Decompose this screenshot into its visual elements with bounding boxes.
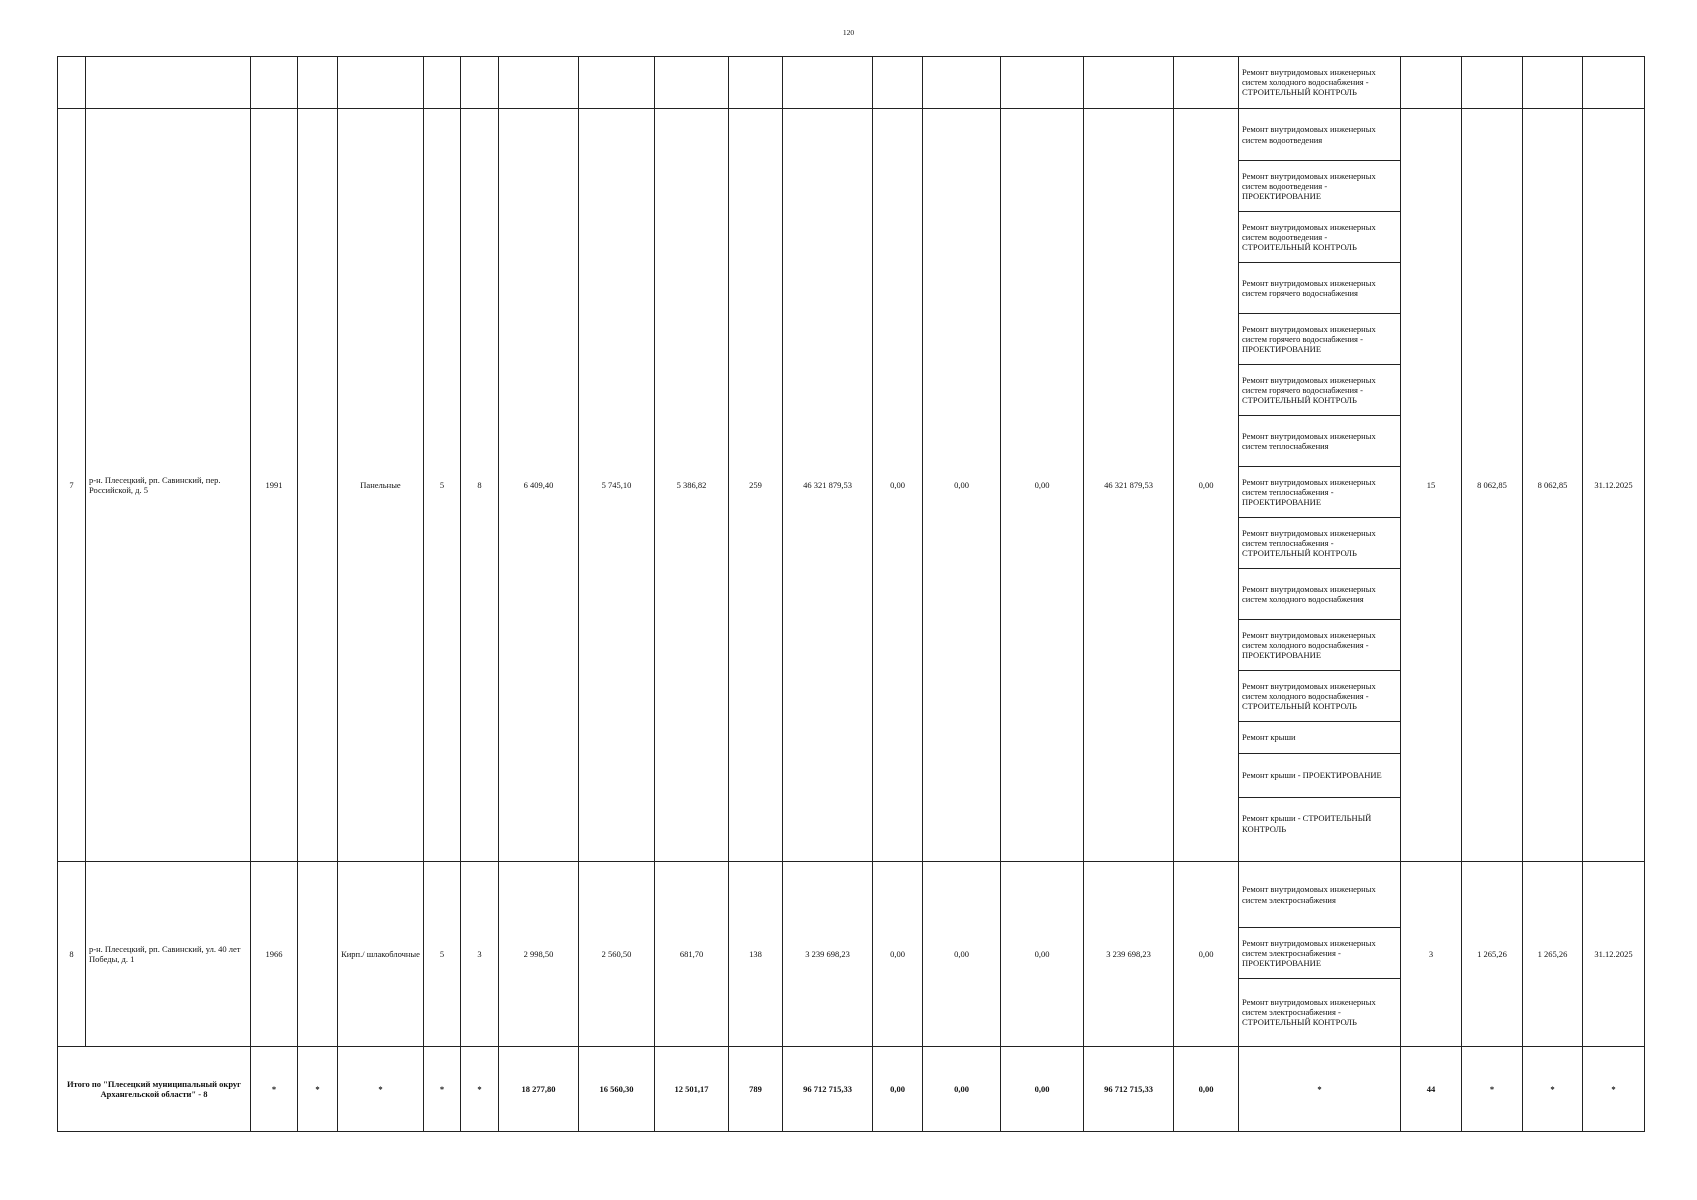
total-cost-c: 0,00 bbox=[1001, 1047, 1084, 1132]
cont-cell bbox=[251, 57, 298, 109]
cont-cell bbox=[1583, 57, 1645, 109]
work-item: Ремонт крыши bbox=[1239, 721, 1400, 753]
total-area3: 12 501,17 bbox=[655, 1047, 729, 1132]
area-cell: 2 560,50 bbox=[579, 862, 655, 1047]
total-cost-b: 0,00 bbox=[923, 1047, 1001, 1132]
total-cost: 96 712 715,33 bbox=[783, 1047, 873, 1132]
work-item: Ремонт крыши - СТРОИТЕЛЬНЫЙ КОНТРОЛЬ bbox=[1239, 797, 1400, 849]
wall-material-cell: Кирп./ шлакоблочные bbox=[338, 862, 424, 1047]
max-cost-cell: 8 062,85 bbox=[1523, 109, 1583, 862]
residents-cell: 138 bbox=[729, 862, 783, 1047]
floors-cell: 5 bbox=[424, 109, 461, 862]
cost-total-cell: 3 239 698,23 bbox=[783, 862, 873, 1047]
cost-cell: 3 239 698,23 bbox=[1084, 862, 1174, 1047]
total-max-cost: * bbox=[1523, 1047, 1583, 1132]
total-col3: * bbox=[298, 1047, 338, 1132]
area-cell: 5 386,82 bbox=[655, 109, 729, 862]
total-unit-cost: * bbox=[1462, 1047, 1523, 1132]
floors-cell: 5 bbox=[424, 862, 461, 1047]
work-types-cell bbox=[1239, 862, 1401, 1047]
table-row bbox=[58, 109, 1645, 862]
work-item: Ремонт внутридомовых инженерных систем теплоснабжения bbox=[1239, 415, 1400, 466]
table-row bbox=[58, 862, 1645, 1047]
total-deadline: * bbox=[1583, 1047, 1645, 1132]
cont-cell bbox=[873, 57, 923, 109]
deadline-cell: 31.12.2025 bbox=[1583, 109, 1645, 862]
work-item: Ремонт внутридомовых инженерных систем холодного водоснабжения - СТРОИТЕЛЬНЫЙ КОНТРОЛЬ bbox=[1239, 670, 1400, 721]
total-cost-e: 0,00 bbox=[1174, 1047, 1239, 1132]
area-cell: 681,70 bbox=[655, 862, 729, 1047]
work-item: Ремонт внутридомовых инженерных систем холодного водоснабжения - СТРОИТЕЛЬНЫЙ КОНТРОЛЬ bbox=[1242, 66, 1376, 98]
work-types-cell bbox=[1239, 57, 1401, 109]
work-count-cell: 15 bbox=[1401, 109, 1462, 862]
col3-cell bbox=[298, 862, 338, 1047]
row-number: 7 bbox=[58, 109, 86, 862]
cont-cell bbox=[579, 57, 655, 109]
max-cost-cell: 1 265,26 bbox=[1523, 862, 1583, 1047]
total-area-cell: 6 409,40 bbox=[499, 109, 579, 862]
total-floors: * bbox=[424, 1047, 461, 1132]
total-row bbox=[58, 1047, 1645, 1132]
cont-cell bbox=[424, 57, 461, 109]
cont-cell bbox=[1401, 57, 1462, 109]
total-material: * bbox=[338, 1047, 424, 1132]
cont-cell bbox=[298, 57, 338, 109]
total-year: * bbox=[251, 1047, 298, 1132]
cost-cell: 0,00 bbox=[873, 862, 923, 1047]
work-item: Ремонт внутридомовых инженерных систем электроснабжения - ПРОЕКТИРОВАНИЕ bbox=[1239, 927, 1400, 978]
residents-cell: 259 bbox=[729, 109, 783, 862]
page-number: 120 bbox=[842, 28, 855, 37]
cont-cell bbox=[1001, 57, 1084, 109]
cost-cell: 0,00 bbox=[923, 109, 1001, 862]
total-area2: 16 560,30 bbox=[579, 1047, 655, 1132]
work-types-cell bbox=[1239, 109, 1401, 862]
year-cell: 1966 bbox=[251, 862, 298, 1047]
cost-cell: 0,00 bbox=[923, 862, 1001, 1047]
work-item: Ремонт внутридомовых инженерных систем холодного водоснабжения bbox=[1239, 568, 1400, 619]
cost-cell: 0,00 bbox=[873, 109, 923, 862]
work-item: Ремонт внутридомовых инженерных систем теплоснабжения - ПРОЕКТИРОВАНИЕ bbox=[1239, 466, 1400, 517]
total-cost-a: 0,00 bbox=[873, 1047, 923, 1132]
work-item: Ремонт внутридомовых инженерных систем горячего водоснабжения - СТРОИТЕЛЬНЫЙ КОНТРОЛЬ bbox=[1239, 364, 1400, 415]
unit-cost-cell: 8 062,85 bbox=[1462, 109, 1523, 862]
work-item: Ремонт внутридомовых инженерных систем электроснабжения - СТРОИТЕЛЬНЫЙ КОНТРОЛЬ bbox=[1239, 978, 1400, 1045]
year-cell: 1991 bbox=[251, 109, 298, 862]
cont-cell bbox=[461, 57, 499, 109]
work-item: Ремонт крыши - ПРОЕКТИРОВАНИЕ bbox=[1239, 753, 1400, 797]
cont-cell bbox=[58, 57, 86, 109]
cost-cell: 0,00 bbox=[1174, 109, 1239, 862]
work-item: Ремонт внутридомовых инженерных систем водоотведения - СТРОИТЕЛЬНЫЙ КОНТРОЛЬ bbox=[1239, 211, 1400, 262]
cont-cell bbox=[1523, 57, 1583, 109]
work-item: Ремонт внутридомовых инженерных систем горячего водоснабжения bbox=[1239, 262, 1400, 313]
total-work: * bbox=[1239, 1047, 1401, 1132]
cont-cell bbox=[1084, 57, 1174, 109]
work-item: Ремонт внутридомовых инженерных систем теплоснабжения - СТРОИТЕЛЬНЫЙ КОНТРОЛЬ bbox=[1239, 517, 1400, 568]
work-item: Ремонт внутридомовых инженерных систем холодного водоснабжения - ПРОЕКТИРОВАНИЕ bbox=[1239, 619, 1400, 670]
total-residents: 789 bbox=[729, 1047, 783, 1132]
work-item: Ремонт внутридомовых инженерных систем горячего водоснабжения - ПРОЕКТИРОВАНИЕ bbox=[1239, 313, 1400, 364]
work-item: Ремонт внутридомовых инженерных систем водоотведения - ПРОЕКТИРОВАНИЕ bbox=[1239, 160, 1400, 211]
row-number: 8 bbox=[58, 862, 86, 1047]
address-cell: р-н. Плесецкий, рп. Савинский, пер. Российской, д. 5 bbox=[86, 109, 251, 862]
cost-cell: 0,00 bbox=[1174, 862, 1239, 1047]
cont-cell bbox=[923, 57, 1001, 109]
cont-cell bbox=[729, 57, 783, 109]
cost-total-cell: 46 321 879,53 bbox=[783, 109, 873, 862]
area-cell: 5 745,10 bbox=[579, 109, 655, 862]
total-area-cell: 2 998,50 bbox=[499, 862, 579, 1047]
total-entrances: * bbox=[461, 1047, 499, 1132]
cost-cell: 0,00 bbox=[1001, 862, 1084, 1047]
repair-program-table bbox=[57, 56, 1645, 1132]
unit-cost-cell: 1 265,26 bbox=[1462, 862, 1523, 1047]
work-item: Ремонт внутридомовых инженерных систем электроснабжения bbox=[1242, 884, 1376, 905]
total-cost-d: 96 712 715,33 bbox=[1084, 1047, 1174, 1132]
total-label: Итого по "Плесецкий муниципальный округ Архангельской области" - 8 bbox=[58, 1047, 251, 1132]
cost-cell: 46 321 879,53 bbox=[1084, 109, 1174, 862]
cost-cell: 0,00 bbox=[1001, 109, 1084, 862]
work-count-cell: 3 bbox=[1401, 862, 1462, 1047]
cont-cell bbox=[499, 57, 579, 109]
cont-cell bbox=[338, 57, 424, 109]
total-work-count: 44 bbox=[1401, 1047, 1462, 1132]
entrances-cell: 3 bbox=[461, 862, 499, 1047]
cont-cell bbox=[86, 57, 251, 109]
cont-cell bbox=[783, 57, 873, 109]
cont-cell bbox=[1174, 57, 1239, 109]
work-item: Ремонт внутридомовых инженерных систем водоотведения bbox=[1242, 124, 1376, 145]
cont-cell bbox=[1462, 57, 1523, 109]
cont-cell bbox=[655, 57, 729, 109]
total-area: 18 277,80 bbox=[499, 1047, 579, 1132]
entrances-cell: 8 bbox=[461, 109, 499, 862]
wall-material-cell: Панельные bbox=[338, 109, 424, 862]
deadline-cell: 31.12.2025 bbox=[1583, 862, 1645, 1047]
address-cell: р-н. Плесецкий, рп. Савинский, ул. 40 лет Победы, д. 1 bbox=[86, 862, 251, 1047]
col3-cell bbox=[298, 109, 338, 862]
table-row-continuation bbox=[58, 57, 1645, 109]
